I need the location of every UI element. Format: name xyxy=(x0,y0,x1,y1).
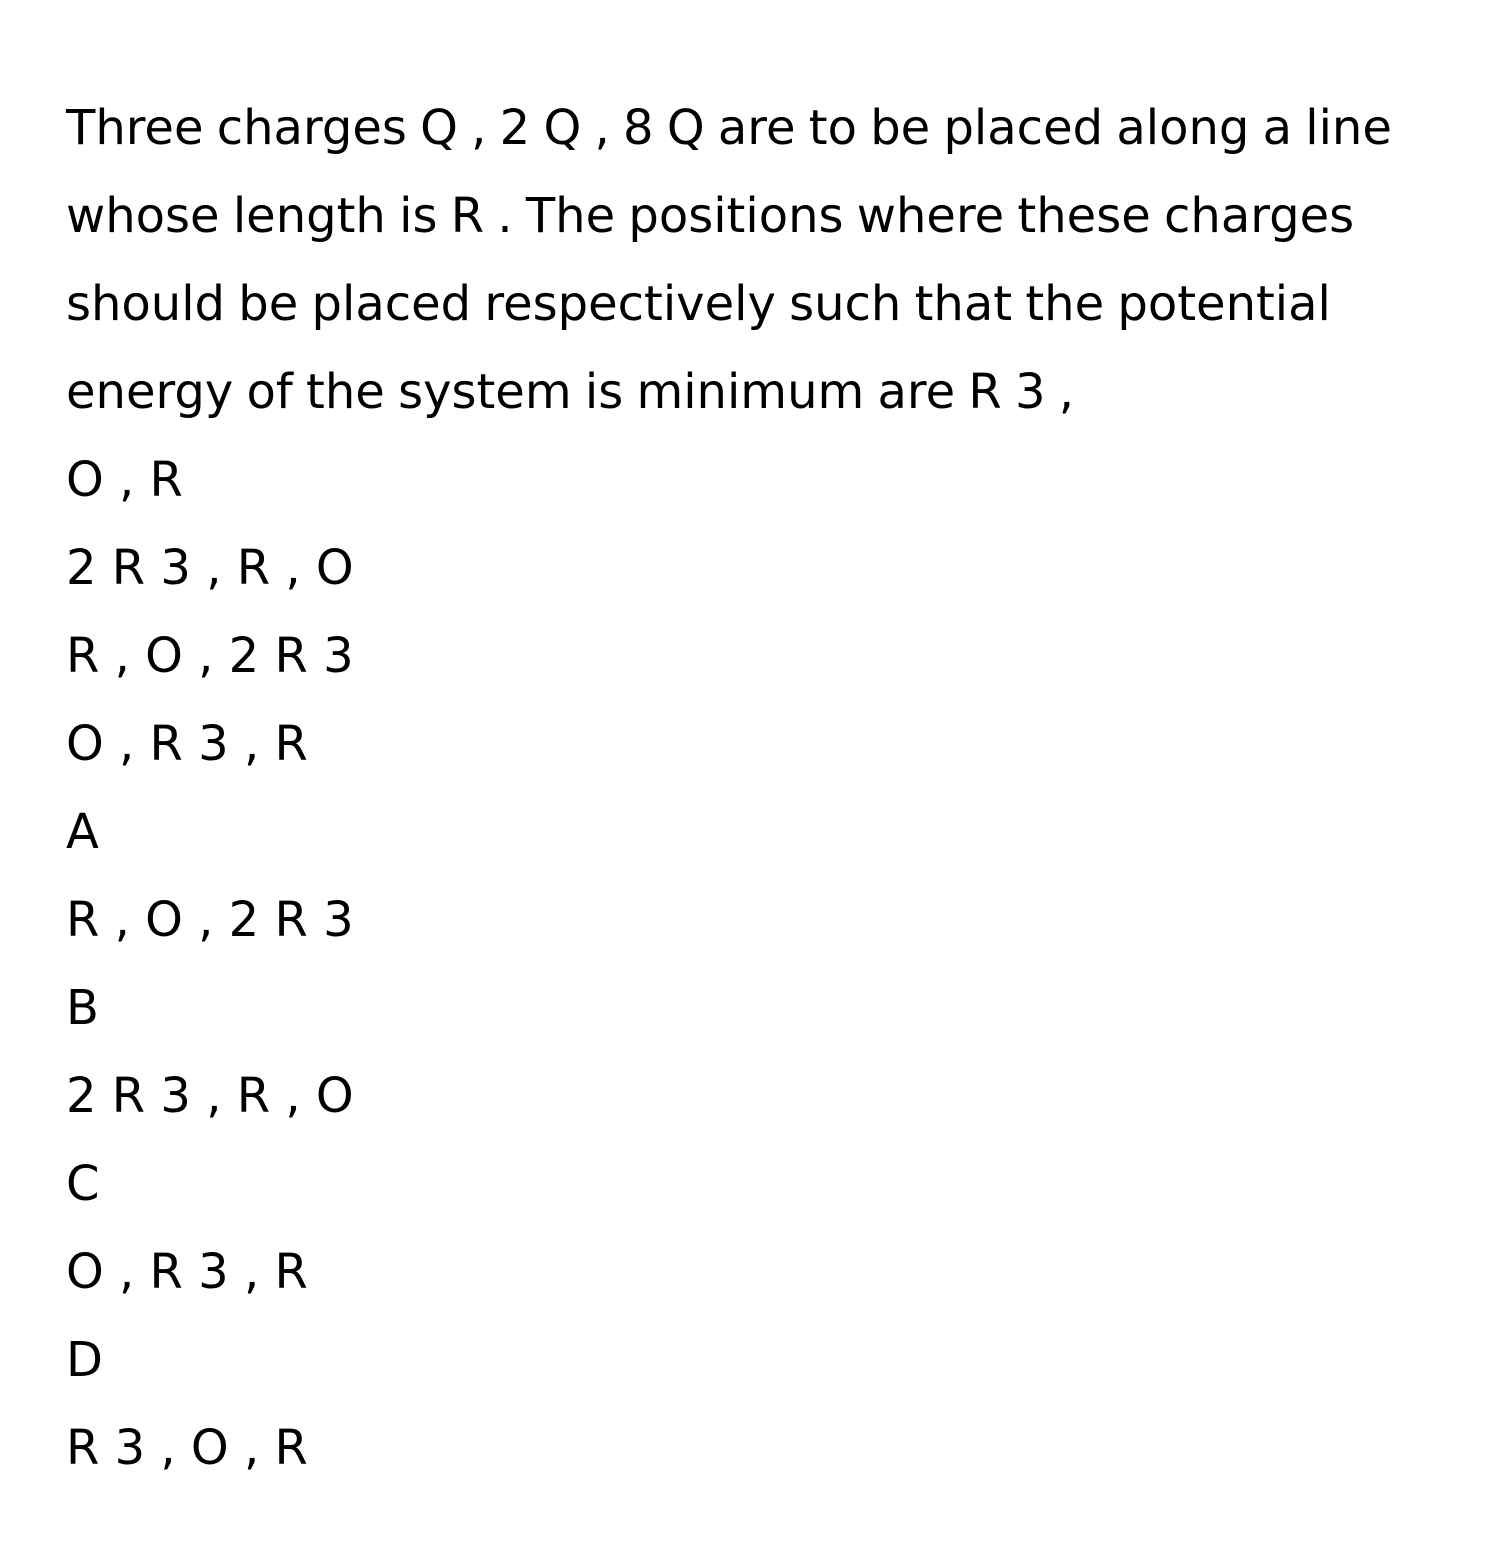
inline-option-4: O , R 3 , R xyxy=(66,716,308,772)
choice-a[interactable] xyxy=(66,788,1434,964)
answer-choices xyxy=(66,788,1434,1492)
choice-letter: B xyxy=(66,980,99,1036)
choice-text: O , R 3 , R xyxy=(66,1244,308,1300)
choice-d[interactable] xyxy=(66,1316,1434,1492)
choice-c[interactable] xyxy=(66,1140,1434,1316)
inline-option-1: O , R xyxy=(66,452,183,508)
choice-text: 2 R 3 , R , O xyxy=(66,1068,354,1124)
choice-text: R 3 , O , R xyxy=(66,1420,308,1476)
inline-option-2: 2 R 3 , R , O xyxy=(66,540,354,596)
choice-letter: C xyxy=(66,1156,100,1212)
question-text: Three charges Q , 2 Q , 8 Q are to be placed along a line whose length is R . The positions where these charges should be placed respectively such that the potential energy of the system is minimum are R 3 , xyxy=(66,100,1392,420)
inline-option-3: R , O , 2 R 3 xyxy=(66,628,354,684)
choice-b[interactable] xyxy=(66,964,1434,1140)
choice-letter: D xyxy=(66,1332,103,1388)
inline-options xyxy=(66,436,1434,788)
choice-text: R , O , 2 R 3 xyxy=(66,892,354,948)
choice-letter: A xyxy=(66,804,99,860)
